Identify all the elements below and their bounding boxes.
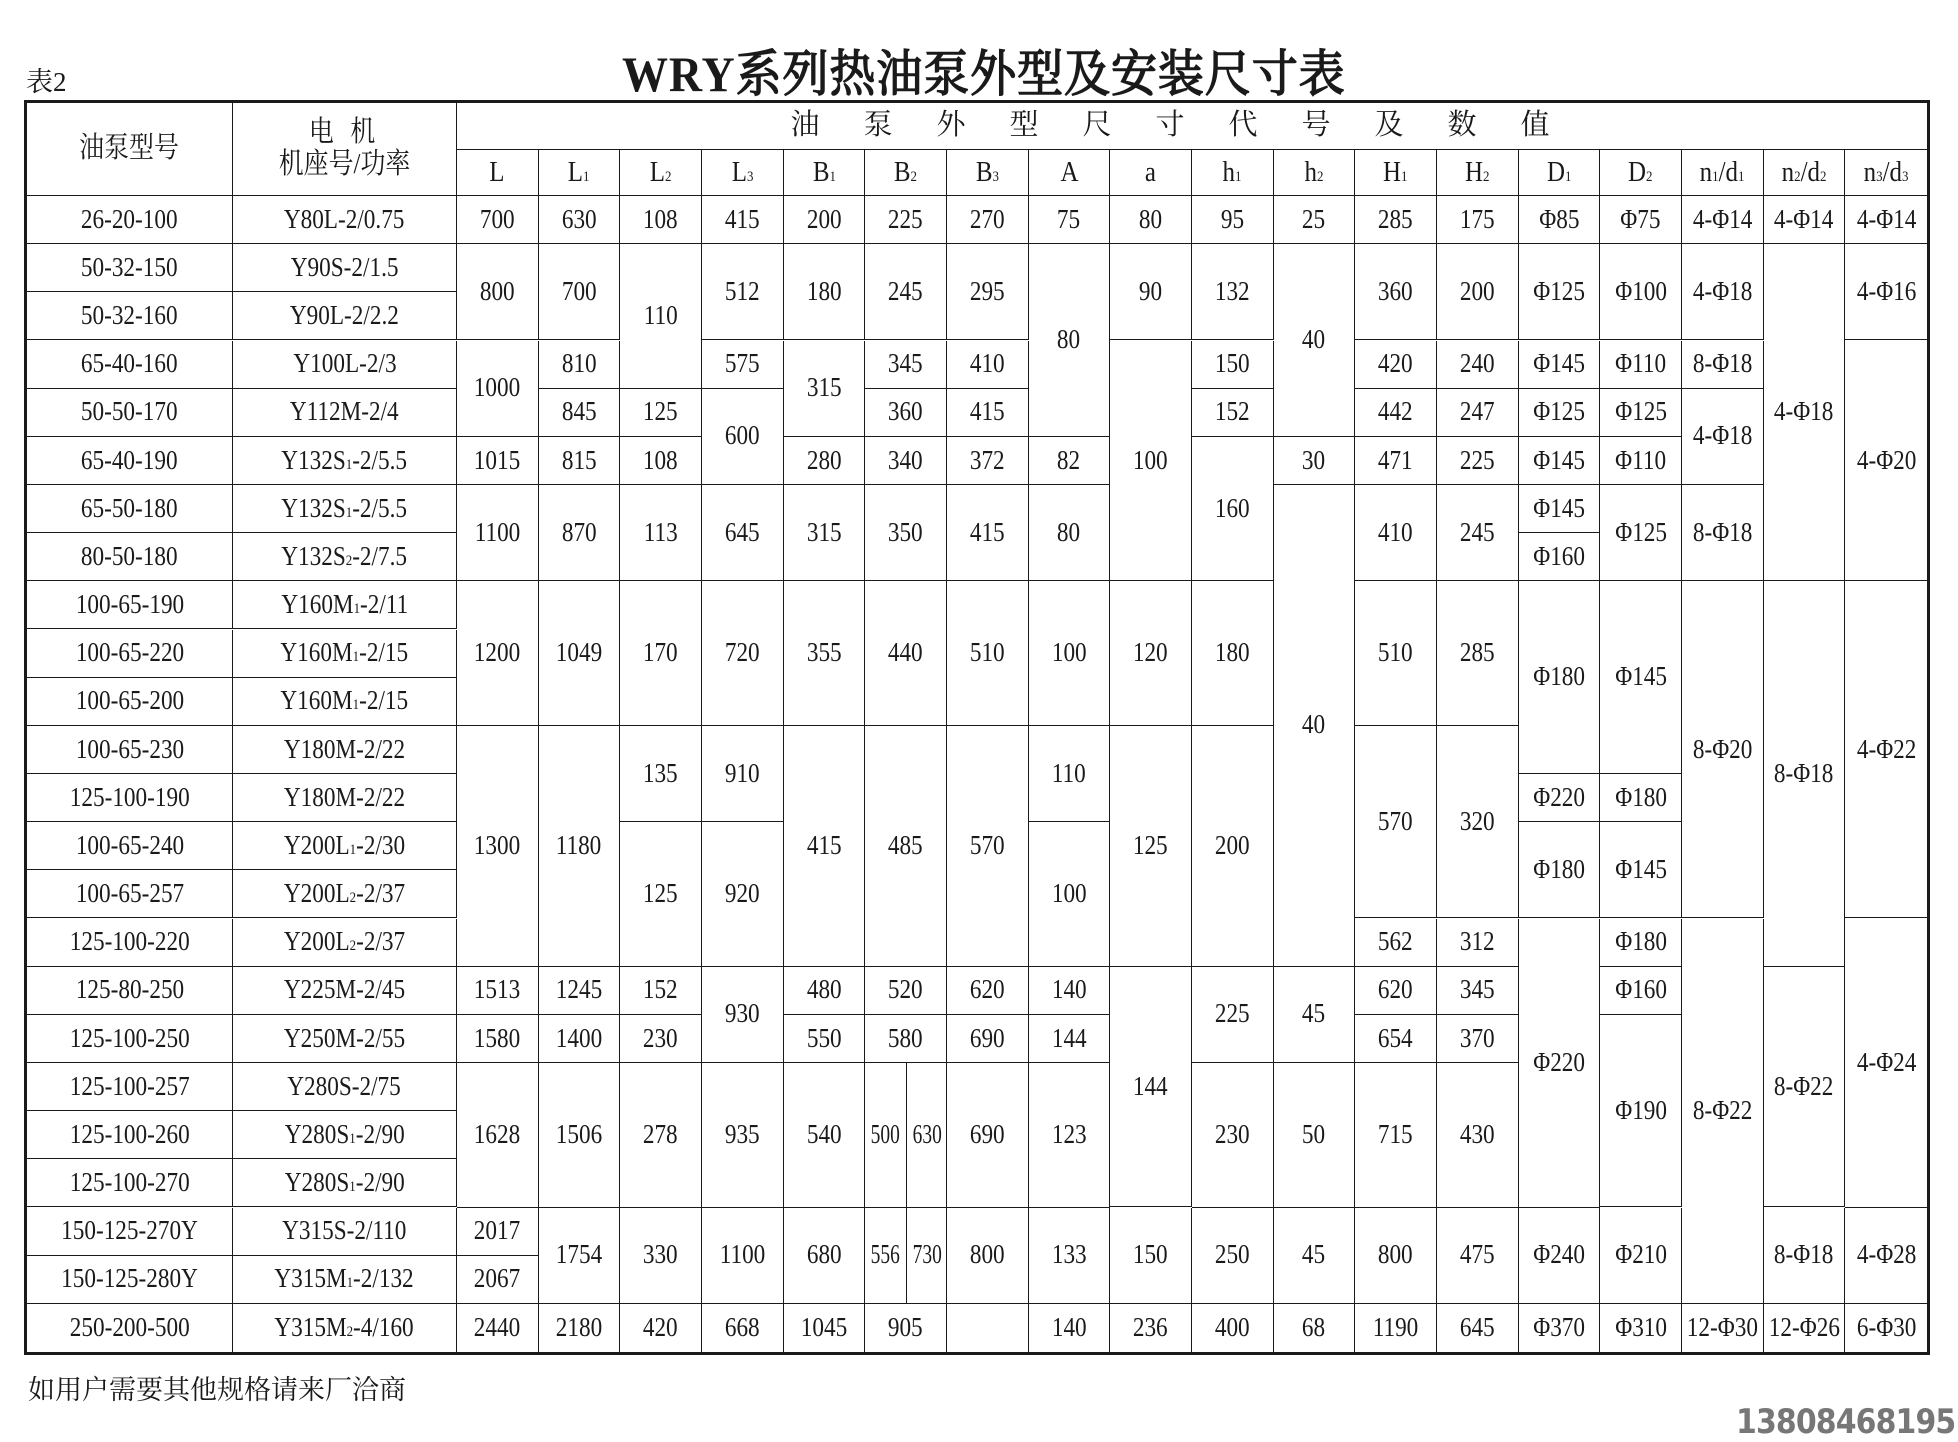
dim-cell-h2: 320 <box>1437 726 1519 919</box>
dim-subcell: 556 <box>865 1208 907 1303</box>
pump-model-cell: 150-125-270Y <box>27 1208 233 1256</box>
dim-cell-d1: Φ160 <box>1519 533 1601 581</box>
dim-cell-h2: 225 <box>1437 437 1519 485</box>
dim-cell-n2d2: 8-Φ18 <box>1764 581 1846 966</box>
dim-cell-b3: 620 <box>947 967 1029 1015</box>
column-header: n3/d3 <box>1845 150 1927 196</box>
dim-cell-l3: 512 <box>702 244 784 340</box>
dim-cell-h1: 715 <box>1355 1063 1437 1208</box>
dim-cell-a: 140 <box>1029 967 1111 1015</box>
dim-cell-b2 <box>865 1063 947 1208</box>
motor-cell: Y180M-2/22 <box>233 726 457 774</box>
dim-cell-l2: 420 <box>620 1304 702 1352</box>
dim-cell-d1: Φ370 <box>1519 1304 1601 1352</box>
dim-cell-b2: 440 <box>865 581 947 726</box>
pump-model-cell: 26-20-100 <box>27 196 233 244</box>
dim-cell-l3: 1100 <box>702 1208 784 1304</box>
dim-cell-a: 140 <box>1029 1304 1111 1352</box>
dim-cell-b2: 580 <box>865 1015 947 1063</box>
dim-cell-d2: Φ310 <box>1600 1304 1682 1352</box>
pump-model-cell: 100-65-190 <box>27 581 233 629</box>
dim-cell-d1: Φ125 <box>1519 389 1601 437</box>
dim-cell-h2: 45 <box>1274 967 1356 1063</box>
dim-cell-d1: Φ220 <box>1519 774 1601 822</box>
dim-cell-h1: 1190 <box>1355 1304 1437 1352</box>
dim-cell-b1: 315 <box>784 341 866 437</box>
header-pump-model-label: 油泵型号 <box>79 132 180 165</box>
page-title: WRY系列热油泵外型及安装尺寸表 <box>622 46 1346 102</box>
dim-cell-b2: 345 <box>865 341 947 389</box>
dim-cell-l3: 920 <box>702 822 784 967</box>
dim-cell-l1: 1754 <box>539 1208 621 1304</box>
column-header: n1/d1 <box>1682 150 1764 196</box>
dim-cell-d1: Φ125 <box>1519 244 1601 340</box>
dim-cell-b3: 295 <box>947 244 1029 340</box>
dim-cell-d2: Φ125 <box>1600 485 1682 581</box>
dim-cell-d2: Φ75 <box>1600 196 1682 244</box>
dim-cell-h2: 25 <box>1274 196 1356 244</box>
dim-cell-d2: Φ110 <box>1600 341 1682 389</box>
pump-model-cell: 100-65-257 <box>27 870 233 918</box>
dim-cell-l: 1100 <box>457 485 539 581</box>
dim-cell-d2: Φ160 <box>1600 967 1682 1015</box>
dim-cell-b3: 410 <box>947 341 1029 389</box>
motor-cell: Y90L-2/2.2 <box>233 292 457 340</box>
column-header: D1 <box>1519 150 1601 196</box>
dim-cell-n1d1: 8-Φ18 <box>1682 485 1764 581</box>
phone-number: 13808468195 <box>1736 1402 1956 1442</box>
dim-cell-b3: 570 <box>947 726 1029 967</box>
dim-cell-b1: 280 <box>784 437 866 485</box>
dim-cell-d2: Φ100 <box>1600 244 1682 340</box>
column-header: D2 <box>1600 150 1682 196</box>
dim-cell-l: 1200 <box>457 581 539 726</box>
dim-cell-d2: Φ210 <box>1600 1208 1682 1304</box>
dim-cell-l3: 645 <box>702 485 784 581</box>
dim-cell-l2: 135 <box>620 726 702 822</box>
dim-cell-l: 700 <box>457 196 539 244</box>
dim-cell-l1: 815 <box>539 437 621 485</box>
dim-cell-h2: 312 <box>1437 919 1519 967</box>
column-header: n2/d2 <box>1764 150 1846 196</box>
dim-subcell: 500 <box>865 1063 907 1207</box>
dim-cell-b2: 245 <box>865 244 947 340</box>
dim-cell-d1: Φ220 <box>1519 919 1601 1208</box>
dim-cell-d1: Φ85 <box>1519 196 1601 244</box>
header-motor-line2: 机座号/功率 <box>278 148 411 180</box>
dim-cell-l1: 1400 <box>539 1015 621 1063</box>
header-motor-line1: 电 机 <box>308 116 381 149</box>
motor-cell: Y160M1-2/15 <box>233 630 457 678</box>
dim-cell-l2: 330 <box>620 1208 702 1304</box>
dim-cell-n3d3: 4-Φ28 <box>1845 1208 1927 1304</box>
dim-cell-l: 2440 <box>457 1304 539 1352</box>
dim-cell-h2: 645 <box>1437 1304 1519 1352</box>
dim-cell-l3: 910 <box>702 726 784 822</box>
dim-cell-b2: 350 <box>865 485 947 581</box>
dim-cell-l1: 870 <box>539 485 621 581</box>
motor-cell: Y200L1-2/30 <box>233 822 457 870</box>
dim-cell-d2: Φ145 <box>1600 822 1682 918</box>
dim-cell-b3 <box>947 1304 1029 1352</box>
dim-cell-b1: 540 <box>784 1063 866 1208</box>
pump-model-cell: 100-65-220 <box>27 630 233 678</box>
dim-cell-b2 <box>865 1208 947 1304</box>
column-header: B1 <box>784 150 866 196</box>
column-header: A <box>1029 150 1111 196</box>
column-header: B2 <box>865 150 947 196</box>
pump-model-cell: 100-65-230 <box>27 726 233 774</box>
dim-cell-h1: 225 <box>1192 967 1274 1063</box>
dim-cell-a: 100 <box>1110 341 1192 582</box>
dim-cell-b1: 550 <box>784 1015 866 1063</box>
dim-cell-h1: 620 <box>1355 967 1437 1015</box>
dim-cell-n2d2: 8-Φ18 <box>1764 1208 1846 1304</box>
header-pump-model <box>27 103 233 196</box>
dimension-table <box>24 100 1930 1355</box>
motor-cell: Y200L2-2/37 <box>233 870 457 918</box>
dim-cell-d1: Φ180 <box>1519 822 1601 918</box>
pump-model-cell: 125-100-190 <box>27 774 233 822</box>
pump-model-cell: 65-40-190 <box>27 437 233 485</box>
column-header: L2 <box>620 150 702 196</box>
dim-cell-l3: 930 <box>702 967 784 1063</box>
dim-cell-h1: 410 <box>1355 485 1437 581</box>
motor-cell: Y180M-2/22 <box>233 774 457 822</box>
motor-cell: Y280S1-2/90 <box>233 1159 457 1207</box>
dim-cell-b2: 360 <box>865 389 947 437</box>
motor-cell: Y200L2-2/37 <box>233 919 457 967</box>
dim-cell-l3: 935 <box>702 1063 784 1208</box>
dim-cell-l: 1580 <box>457 1015 539 1063</box>
dim-cell-h2: 68 <box>1274 1304 1356 1352</box>
dim-cell-l2: 230 <box>620 1015 702 1063</box>
dim-cell-l: 1000 <box>457 341 539 437</box>
dim-cell-b1: 480 <box>784 967 866 1015</box>
dim-subcell: 730 <box>912 1239 942 1270</box>
column-header: L1 <box>539 150 621 196</box>
dim-cell-a: 80 <box>1110 196 1192 244</box>
dim-cell-n2d2: 8-Φ22 <box>1764 967 1846 1208</box>
column-header: L <box>457 150 539 196</box>
motor-cell: Y280S1-2/90 <box>233 1111 457 1159</box>
dim-cell-b1: 680 <box>784 1208 866 1304</box>
dim-cell-d2: Φ180 <box>1600 774 1682 822</box>
dim-cell-d2: Φ145 <box>1600 581 1682 774</box>
dim-cell-h1: 152 <box>1192 389 1274 437</box>
dim-cell-d1: Φ145 <box>1519 341 1601 389</box>
dim-cell-n3d3: 6-Φ30 <box>1856 1312 1916 1343</box>
dim-cell-n2d2: 12-Φ26 <box>1764 1304 1846 1352</box>
dim-cell-b1: 415 <box>784 726 866 967</box>
dim-cell-h1: 160 <box>1192 437 1274 582</box>
dim-cell-h1: 132 <box>1192 244 1274 340</box>
pump-model-cell: 250-200-500 <box>27 1304 233 1352</box>
dim-cell-l: 1015 <box>457 437 539 485</box>
dim-cell-l1: 1180 <box>539 726 621 967</box>
motor-cell: Y160M1-2/11 <box>233 581 457 629</box>
dim-cell-h1: 570 <box>1355 726 1437 919</box>
dim-cell-n1d1: 12-Φ30 <box>1682 1304 1764 1352</box>
motor-cell: Y160M1-2/15 <box>233 678 457 726</box>
dim-cell-l: 1628 <box>457 1063 539 1208</box>
dim-cell-l: 1300 <box>457 726 539 967</box>
dim-cell-b3: 270 <box>947 196 1029 244</box>
dim-cell-b2: 520 <box>865 967 947 1015</box>
dim-cell-a: 90 <box>1110 244 1192 340</box>
column-header: B3 <box>947 150 1029 196</box>
dim-cell-d1: Φ240 <box>1519 1208 1601 1304</box>
dim-cell-l2: 113 <box>620 485 702 581</box>
pump-model-cell: 50-32-160 <box>27 292 233 340</box>
dim-cell-h2: 50 <box>1274 1063 1356 1208</box>
dim-cell-l1: 845 <box>539 389 621 437</box>
dim-cell-b2: 485 <box>865 726 947 967</box>
motor-cell: Y132S1-2/5.5 <box>233 437 457 485</box>
dim-cell-n1d1: 4-Φ18 <box>1682 389 1764 485</box>
dim-cell-l2: 125 <box>620 389 702 437</box>
dim-cell-a: 100 <box>1029 581 1111 726</box>
header-dimension-group-label: 油泵外型尺寸代号及数值 <box>790 109 1594 142</box>
dim-cell-b3: 415 <box>947 485 1029 581</box>
dim-cell-h1: 200 <box>1192 726 1274 967</box>
dim-cell-l: 2067 <box>457 1256 539 1304</box>
dim-cell-a: 80 <box>1029 244 1111 437</box>
dim-cell-b3: 415 <box>947 389 1029 437</box>
dim-cell-a: 100 <box>1029 822 1111 967</box>
dim-cell-a: 110 <box>1029 726 1111 822</box>
dim-cell-n3d3: 4-Φ14 <box>1845 196 1927 244</box>
dim-cell-h1: 562 <box>1355 919 1437 967</box>
motor-cell: Y132S2-2/7.5 <box>233 533 457 581</box>
dim-cell-a: 144 <box>1110 967 1192 1208</box>
dim-cell-h1: 471 <box>1355 437 1437 485</box>
dim-cell-n1d1: 4-Φ14 <box>1682 196 1764 244</box>
pump-model-cell: 125-100-250 <box>27 1015 233 1063</box>
dim-cell-a: 82 <box>1029 437 1111 485</box>
dim-cell-n3d3: 4-Φ16 <box>1845 244 1927 340</box>
motor-cell: Y100L-2/3 <box>233 341 457 389</box>
dim-cell-h1: 420 <box>1355 341 1437 389</box>
dim-cell-a: 236 <box>1110 1304 1192 1352</box>
motor-cell: Y315M2-4/160 <box>233 1304 457 1352</box>
dim-cell-n1d1: 4-Φ18 <box>1682 244 1764 340</box>
dim-cell-l1: 2180 <box>539 1304 621 1352</box>
dim-cell-b2: 905 <box>865 1304 947 1352</box>
motor-cell: Y250M-2/55 <box>233 1015 457 1063</box>
table-label: 表2 <box>26 67 67 97</box>
dim-cell-h2: 40 <box>1274 244 1356 437</box>
dim-cell-h2: 175 <box>1437 196 1519 244</box>
dim-cell-a: 144 <box>1029 1015 1111 1063</box>
pump-model-cell: 50-32-150 <box>27 244 233 292</box>
dim-cell-a: 150 <box>1110 1208 1192 1304</box>
motor-cell: Y315S-2/110 <box>233 1208 457 1256</box>
dim-cell-l: 800 <box>457 244 539 340</box>
dim-cell-h2: 370 <box>1437 1015 1519 1063</box>
dim-cell-h2: 430 <box>1437 1063 1519 1208</box>
motor-cell: Y132S1-2/5.5 <box>233 485 457 533</box>
dim-cell-d2: Φ125 <box>1600 389 1682 437</box>
dim-cell-l3: 575 <box>702 341 784 389</box>
dim-cell-b3: 690 <box>947 1015 1029 1063</box>
dim-cell-h1: 150 <box>1192 341 1274 389</box>
dim-cell-d1: Φ180 <box>1519 581 1601 774</box>
dim-cell-l1: 1506 <box>539 1063 621 1208</box>
dim-cell-n1d1: 8-Φ22 <box>1682 919 1764 1304</box>
dim-cell-l1: 1049 <box>539 581 621 726</box>
column-header: H1 <box>1355 150 1437 196</box>
motor-cell: Y315M1-2/132 <box>233 1256 457 1304</box>
dim-cell-h2: 247 <box>1437 389 1519 437</box>
dim-cell-n2d2: 4-Φ18 <box>1764 244 1846 581</box>
pump-model-cell: 100-65-200 <box>27 678 233 726</box>
dim-cell-d2: Φ110 <box>1600 437 1682 485</box>
dim-cell-l1: 700 <box>539 244 621 340</box>
dim-cell-a: 75 <box>1029 196 1111 244</box>
column-header: L3 <box>702 150 784 196</box>
dim-cell-l: 1513 <box>457 967 539 1015</box>
pump-model-cell: 125-100-257 <box>27 1063 233 1111</box>
dim-cell-l2: 108 <box>620 437 702 485</box>
dim-subcell: 630 <box>912 1118 942 1149</box>
dim-cell-n2d2: 4-Φ14 <box>1764 196 1846 244</box>
dim-cell-b3: 510 <box>947 581 1029 726</box>
dim-cell-b1: 355 <box>784 581 866 726</box>
dim-cell-n1d1: 8-Φ20 <box>1682 581 1764 918</box>
dim-cell-d1: Φ145 <box>1519 485 1601 533</box>
column-header: h2 <box>1274 150 1356 196</box>
motor-cell: Y112M-2/4 <box>233 389 457 437</box>
pump-model-cell: 150-125-280Y <box>27 1256 233 1304</box>
dim-cell-h1: 95 <box>1192 196 1274 244</box>
dim-cell-h2: 30 <box>1274 437 1356 485</box>
dim-cell-b1: 315 <box>784 485 866 581</box>
dim-cell-h1: 654 <box>1355 1015 1437 1063</box>
dim-cell-l3: 415 <box>702 196 784 244</box>
dim-cell-a: 120 <box>1110 581 1192 726</box>
dim-cell-b1: 180 <box>784 244 866 340</box>
pump-model-cell: 125-100-270 <box>27 1159 233 1207</box>
dim-cell-d2: Φ180 <box>1600 919 1682 967</box>
dim-cell-l2: 152 <box>620 967 702 1015</box>
header-motor <box>233 103 457 196</box>
dim-cell-b1: 1045 <box>784 1304 866 1352</box>
dim-cell-h1: 180 <box>1192 581 1274 726</box>
dim-cell-l3: 600 <box>702 389 784 485</box>
dim-cell-h1: 442 <box>1355 389 1437 437</box>
dim-cell-h1: 285 <box>1355 196 1437 244</box>
dim-cell-l1: 630 <box>539 196 621 244</box>
pump-model-cell: 125-100-220 <box>27 919 233 967</box>
dim-cell-b1: 200 <box>784 196 866 244</box>
dim-cell-b3: 800 <box>947 1208 1029 1304</box>
dim-cell-h2: 40 <box>1274 485 1356 967</box>
dim-cell-h1: 510 <box>1355 581 1437 726</box>
motor-cell: Y225M-2/45 <box>233 967 457 1015</box>
dim-cell-n3d3: 4-Φ22 <box>1845 581 1927 918</box>
column-header: h1 <box>1192 150 1274 196</box>
header-dimension-group <box>457 103 1927 150</box>
dim-cell-l3: 668 <box>702 1304 784 1352</box>
dim-cell-d2: Φ190 <box>1600 1015 1682 1208</box>
dim-cell-h1: 400 <box>1192 1304 1274 1352</box>
dim-cell-h1: 360 <box>1355 244 1437 340</box>
column-header: H2 <box>1437 150 1519 196</box>
dim-cell-h2: 240 <box>1437 341 1519 389</box>
dim-cell-l2: 170 <box>620 581 702 726</box>
motor-cell: Y280S-2/75 <box>233 1063 457 1111</box>
motor-cell: Y80L-2/0.75 <box>233 196 457 244</box>
pump-model-cell: 65-40-160 <box>27 341 233 389</box>
pump-model-cell: 125-80-250 <box>27 967 233 1015</box>
dim-cell-l3: 720 <box>702 581 784 726</box>
dim-cell-a: 125 <box>1110 726 1192 967</box>
dim-cell-n1d1: 8-Φ18 <box>1682 341 1764 389</box>
dim-cell-n3d3: 4-Φ20 <box>1845 341 1927 582</box>
dim-cell-d1: Φ145 <box>1519 437 1601 485</box>
pump-model-cell: 125-100-260 <box>27 1111 233 1159</box>
motor-cell: Y90S-2/1.5 <box>233 244 457 292</box>
dim-cell-l2: 110 <box>620 244 702 389</box>
dim-cell-h1: 230 <box>1192 1063 1274 1208</box>
footnote: 如用户需要其他规格请来厂洽商 <box>28 1375 406 1405</box>
pump-model-cell: 65-50-180 <box>27 485 233 533</box>
dim-cell-l2: 278 <box>620 1063 702 1208</box>
dim-cell-h2: 245 <box>1437 485 1519 581</box>
dim-cell-h1: 800 <box>1355 1208 1437 1304</box>
dim-cell-h2: 45 <box>1274 1208 1356 1304</box>
dim-cell-a: 123 <box>1029 1063 1111 1208</box>
dim-cell-h2: 345 <box>1437 967 1519 1015</box>
dim-cell-a: 80 <box>1029 485 1111 581</box>
dim-cell-h2: 200 <box>1437 244 1519 340</box>
dim-cell-h1: 250 <box>1192 1208 1274 1304</box>
dim-cell-b3: 690 <box>947 1063 1029 1208</box>
dim-cell-b2: 225 <box>865 196 947 244</box>
dim-cell-l2: 108 <box>620 196 702 244</box>
pump-model-cell: 100-65-240 <box>27 822 233 870</box>
dim-cell-h2: 285 <box>1437 581 1519 726</box>
pump-model-cell: 50-50-170 <box>27 389 233 437</box>
dim-cell-a: 133 <box>1029 1208 1111 1304</box>
column-header: a <box>1110 150 1192 196</box>
pump-model-cell: 80-50-180 <box>27 533 233 581</box>
dim-cell-l2: 125 <box>620 822 702 967</box>
dim-cell-l: 2017 <box>457 1208 539 1256</box>
dim-cell-l1: 810 <box>539 341 621 389</box>
dim-cell-h2: 475 <box>1437 1208 1519 1304</box>
dim-cell-n3d3: 4-Φ24 <box>1845 919 1927 1208</box>
dim-cell-l1: 1245 <box>539 967 621 1015</box>
dim-cell-b2: 340 <box>865 437 947 485</box>
dim-cell-b3: 372 <box>947 437 1029 485</box>
